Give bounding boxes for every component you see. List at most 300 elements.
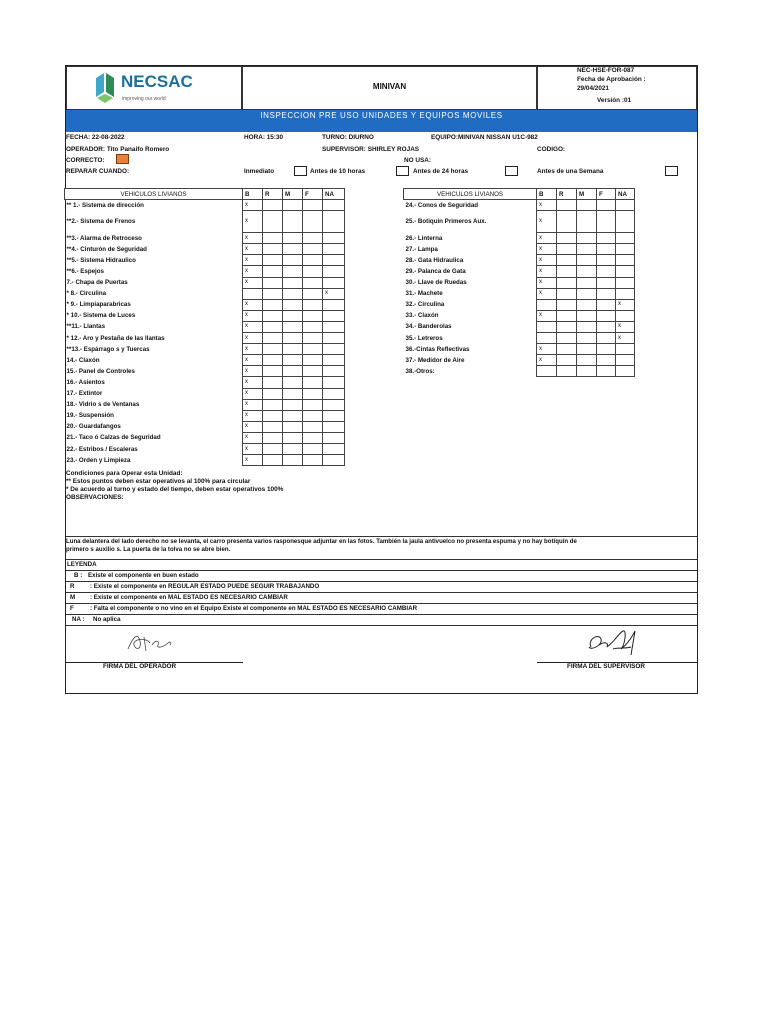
mark-b[interactable]: x — [537, 310, 557, 321]
mark-m[interactable] — [283, 455, 303, 466]
item-label: **6.- Espejos — [65, 266, 243, 277]
mark-b[interactable]: x — [537, 266, 557, 277]
legend-row — [66, 581, 697, 592]
mark-b[interactable]: x — [537, 277, 557, 288]
table-row — [65, 288, 345, 299]
mark-f[interactable] — [303, 377, 323, 388]
mark-b[interactable]: x — [243, 200, 263, 211]
table-row — [65, 299, 345, 310]
mark-b[interactable]: x — [243, 255, 263, 266]
right-col-m: M — [577, 189, 597, 200]
mark-b[interactable]: x — [537, 200, 557, 211]
mark-r[interactable] — [263, 432, 283, 443]
10h-checkbox[interactable] — [396, 166, 409, 176]
mark-f[interactable] — [597, 310, 616, 321]
mark-b[interactable]: x — [243, 355, 263, 366]
mark-f[interactable] — [303, 333, 323, 344]
item-label: 17.- Extintor — [65, 388, 243, 399]
table-row — [65, 344, 345, 355]
item-label: 26.- Linterna — [404, 233, 537, 244]
mark-b[interactable]: x — [243, 321, 263, 332]
legend-row — [66, 603, 697, 614]
mark-r[interactable] — [263, 288, 283, 299]
mark-r[interactable] — [263, 410, 283, 421]
mark-m[interactable] — [283, 200, 303, 211]
opt-inmediato: Inmediato — [244, 168, 275, 175]
mark-r[interactable] — [263, 366, 283, 377]
mark-f[interactable] — [303, 244, 323, 255]
mark-na[interactable]: x — [616, 321, 635, 332]
mark-m[interactable] — [577, 310, 597, 321]
equipo: EQUIPO:MINIVAN NISSAN U1C-982 — [431, 134, 538, 141]
mark-b[interactable] — [537, 333, 557, 344]
mark-r[interactable] — [263, 388, 283, 399]
mark-m[interactable] — [283, 233, 303, 244]
table-row — [65, 321, 345, 332]
table-row — [65, 310, 345, 321]
mark-b[interactable]: x — [243, 233, 263, 244]
semana-checkbox[interactable] — [665, 166, 678, 176]
mark-b[interactable]: x — [243, 399, 263, 410]
mark-f[interactable] — [597, 344, 616, 355]
mark-r[interactable] — [557, 277, 577, 288]
table-row — [404, 288, 635, 299]
legend-row — [66, 592, 697, 603]
mark-r[interactable] — [263, 310, 283, 321]
mark-b[interactable]: x — [243, 344, 263, 355]
mark-m[interactable] — [283, 421, 303, 432]
legend-text: : Falta el componente o no vino en el Equipo Existe el componente en MAL ESTADO ES NECESARIO CAMBIAR — [90, 605, 418, 612]
mark-m[interactable] — [283, 333, 303, 344]
mark-m[interactable] — [577, 200, 597, 211]
mark-r[interactable] — [557, 233, 577, 244]
mark-r[interactable] — [263, 344, 283, 355]
mark-r[interactable] — [557, 255, 577, 266]
mark-m[interactable] — [283, 321, 303, 332]
table-row — [404, 344, 635, 355]
mark-f[interactable] — [303, 388, 323, 399]
mark-r[interactable] — [263, 211, 283, 233]
table-row — [65, 333, 345, 344]
table-row — [404, 200, 635, 211]
item-label: 31.- Machete — [404, 288, 537, 299]
mark-na[interactable]: x — [323, 288, 345, 299]
mark-f[interactable] — [303, 399, 323, 410]
mark-na[interactable] — [616, 211, 635, 233]
mark-m[interactable] — [577, 266, 597, 277]
legend-code: B : — [74, 572, 83, 579]
mark-m[interactable] — [283, 388, 303, 399]
mark-r[interactable] — [557, 211, 577, 233]
mark-m[interactable] — [577, 233, 597, 244]
mark-m[interactable] — [283, 399, 303, 410]
mark-r[interactable] — [557, 288, 577, 299]
left-header-row — [65, 189, 345, 200]
mark-b[interactable]: x — [243, 310, 263, 321]
mark-f[interactable] — [597, 266, 616, 277]
mark-r[interactable] — [557, 333, 577, 344]
item-label: 21.- Taco ó Calzas de Seguridad — [65, 432, 243, 443]
mark-m[interactable] — [283, 366, 303, 377]
mark-r[interactable] — [263, 233, 283, 244]
mark-na[interactable] — [323, 333, 345, 344]
mark-r[interactable] — [263, 355, 283, 366]
mark-f[interactable] — [303, 310, 323, 321]
left-checklist-table — [64, 188, 345, 466]
item-label: 30.- Llave de Ruedas — [404, 277, 537, 288]
item-label: **3.- Alarma de Retroceso — [65, 233, 243, 244]
mark-r[interactable] — [263, 200, 283, 211]
mark-m[interactable] — [283, 277, 303, 288]
table-row — [65, 200, 345, 211]
mark-r[interactable] — [557, 200, 577, 211]
mark-r[interactable] — [557, 366, 577, 377]
reparar-label: REPARAR CUANDO: — [66, 168, 130, 175]
table-row — [65, 255, 345, 266]
mark-m[interactable] — [283, 288, 303, 299]
mark-f[interactable] — [303, 344, 323, 355]
mark-f[interactable] — [303, 366, 323, 377]
mark-f[interactable] — [597, 333, 616, 344]
mark-m[interactable] — [283, 344, 303, 355]
table-row — [404, 255, 635, 266]
mark-r[interactable] — [263, 277, 283, 288]
operator-signature-icon — [124, 631, 176, 655]
mark-r[interactable] — [557, 344, 577, 355]
table-row — [65, 388, 345, 399]
right-col-b: B — [537, 189, 557, 200]
legend-text: No aplica — [93, 616, 121, 623]
legend-code: M — [70, 594, 76, 601]
mark-b[interactable]: x — [243, 443, 263, 454]
table-row — [65, 421, 345, 432]
mark-f[interactable] — [303, 233, 323, 244]
mark-b[interactable]: x — [243, 266, 263, 277]
mark-m[interactable] — [283, 432, 303, 443]
correcto-checkbox[interactable] — [116, 154, 129, 164]
mark-r[interactable] — [263, 321, 283, 332]
item-label: 25.- Botiquin Primeros Aux. — [404, 211, 537, 233]
mark-na[interactable] — [323, 455, 345, 466]
item-label: 27.- Lampa — [404, 244, 537, 255]
mark-b[interactable] — [537, 299, 557, 310]
item-label: 34.- Banderolas — [404, 321, 537, 332]
mark-na[interactable] — [323, 344, 345, 355]
right-col-title: VEHICULOS LIVIANOS — [404, 189, 537, 200]
mark-f[interactable] — [303, 200, 323, 211]
mark-na[interactable] — [323, 266, 345, 277]
mark-m[interactable] — [283, 266, 303, 277]
conditions-line1: ** Estos puntos deben estar operativos al 100% para circular — [66, 478, 251, 485]
mark-f[interactable] — [303, 355, 323, 366]
supervisor-signature-label: FIRMA DEL SUPERVISOR — [567, 663, 646, 670]
mark-r[interactable] — [557, 266, 577, 277]
mark-b[interactable]: x — [243, 366, 263, 377]
mark-na[interactable] — [616, 277, 635, 288]
item-label: 16.- Asientos — [65, 377, 243, 388]
mark-na[interactable] — [616, 366, 635, 377]
mark-f[interactable] — [303, 288, 323, 299]
item-label: 24.- Conos de Seguridad — [404, 200, 537, 211]
table-row — [65, 443, 345, 454]
mark-f[interactable] — [303, 277, 323, 288]
mark-f[interactable] — [597, 244, 616, 255]
mark-b[interactable] — [537, 321, 557, 332]
mark-m[interactable] — [577, 333, 597, 344]
mark-na[interactable] — [323, 399, 345, 410]
supervisor-signature-icon — [585, 627, 641, 659]
page-title: MINIVAN — [372, 82, 407, 91]
mark-f[interactable] — [597, 233, 616, 244]
item-label: **5.- Sistema Hidraulico — [65, 255, 243, 266]
mark-b[interactable]: x — [243, 244, 263, 255]
mark-r[interactable] — [557, 299, 577, 310]
mark-b[interactable]: x — [243, 410, 263, 421]
inmediato-checkbox[interactable] — [294, 166, 307, 176]
observations-label: OBSERVACIONES: — [66, 494, 124, 501]
mark-b[interactable]: x — [537, 211, 557, 233]
observation-line1: Luna delantera del lado derecho no se levanta, el carro presenta varios rasponesque adjuntar en las fotos. También la jaula antivuelco no presenta espuma y no hay botiquín de — [66, 538, 577, 545]
mark-r[interactable] — [263, 377, 283, 388]
mark-b[interactable]: x — [537, 244, 557, 255]
right-col-r: R — [557, 189, 577, 200]
mark-f[interactable] — [597, 200, 616, 211]
legend-title-row — [66, 559, 697, 570]
mark-na[interactable] — [616, 355, 635, 366]
supervisor: SUPERVISOR: SHIRLEY ROJAS — [322, 146, 420, 153]
legend-bottom-line — [66, 625, 697, 626]
table-row — [65, 366, 345, 377]
left-col-m: M — [283, 189, 303, 200]
item-label: 19.- Suspensión — [65, 410, 243, 421]
item-label: 18.- Vidrio s de Ventanas — [65, 399, 243, 410]
mark-f[interactable] — [597, 211, 616, 233]
legend-text: : Existe el componente en REGULAR ESTADO PUEDE SEGUIR TRABAJANDO — [90, 583, 320, 590]
item-label: 35.- Letreros — [404, 333, 537, 344]
mark-m[interactable] — [283, 310, 303, 321]
mark-na[interactable] — [323, 443, 345, 454]
mark-m[interactable] — [577, 321, 597, 332]
conditions-title: Condiciones para Operar esta Unidad: — [66, 470, 183, 477]
mark-r[interactable] — [263, 255, 283, 266]
mark-na[interactable] — [323, 211, 345, 233]
mark-m[interactable] — [283, 299, 303, 310]
table-row — [65, 233, 345, 244]
legend-text: : Existe el componente en MAL ESTADO ES NECESARIO CAMBIAR — [90, 594, 288, 601]
item-label: * 8.- Circulina — [65, 288, 243, 299]
item-label: 14.- Claxón — [65, 355, 243, 366]
item-label: 22.- Estribos / Escaleras — [65, 443, 243, 454]
mark-b[interactable]: x — [243, 421, 263, 432]
right-header-row — [404, 189, 635, 200]
table-row — [404, 299, 635, 310]
mark-f[interactable] — [597, 321, 616, 332]
mark-b[interactable]: x — [243, 277, 263, 288]
mark-na[interactable] — [616, 200, 635, 211]
24h-checkbox[interactable] — [505, 166, 518, 176]
mark-na[interactable] — [323, 277, 345, 288]
mark-f[interactable] — [303, 443, 323, 454]
mark-m[interactable] — [577, 355, 597, 366]
right-checklist-table — [403, 188, 635, 377]
table-row — [65, 277, 345, 288]
item-label: * 12.- Aro y Pestaña de las llantas — [65, 333, 243, 344]
mark-m[interactable] — [577, 366, 597, 377]
mark-na[interactable] — [616, 244, 635, 255]
turno: TURNO: DIURNO — [322, 134, 374, 141]
table-row — [65, 410, 345, 421]
mark-na[interactable] — [323, 244, 345, 255]
mark-na[interactable] — [616, 266, 635, 277]
mark-m[interactable] — [283, 410, 303, 421]
mark-na[interactable] — [323, 410, 345, 421]
mark-na[interactable] — [323, 233, 345, 244]
mark-na[interactable] — [616, 310, 635, 321]
mark-r[interactable] — [557, 310, 577, 321]
mark-na[interactable] — [323, 355, 345, 366]
mark-m[interactable] — [577, 344, 597, 355]
mark-b[interactable]: x — [537, 233, 557, 244]
mark-b[interactable]: x — [537, 344, 557, 355]
mark-b[interactable]: x — [243, 211, 263, 233]
mark-m[interactable] — [577, 288, 597, 299]
item-label: **4.- Cinturón de Seguridad — [65, 244, 243, 255]
mark-na[interactable] — [323, 432, 345, 443]
mark-f[interactable] — [597, 366, 616, 377]
brand-name: NECSAC — [121, 72, 193, 91]
mark-f[interactable] — [597, 288, 616, 299]
item-label: **2.- Sistema de Frenos — [65, 211, 243, 233]
table-row — [404, 366, 635, 377]
left-col-b: B — [243, 189, 263, 200]
item-label: 38.-Otros: — [404, 366, 537, 377]
brand-tagline: improving our world — [122, 96, 166, 102]
mark-b[interactable]: x — [243, 455, 263, 466]
mark-f[interactable] — [303, 321, 323, 332]
mark-b[interactable]: x — [243, 299, 263, 310]
mark-na[interactable] — [323, 377, 345, 388]
mark-r[interactable] — [263, 244, 283, 255]
mark-m[interactable] — [283, 244, 303, 255]
mark-b[interactable]: x — [243, 333, 263, 344]
mark-r[interactable] — [263, 421, 283, 432]
mark-na[interactable] — [616, 288, 635, 299]
mark-r[interactable] — [263, 443, 283, 454]
item-label: **11.- Llantas — [65, 321, 243, 332]
mark-na[interactable]: x — [616, 333, 635, 344]
table-row — [65, 399, 345, 410]
mark-f[interactable] — [303, 299, 323, 310]
mark-f[interactable] — [597, 355, 616, 366]
mark-na[interactable] — [323, 255, 345, 266]
mark-f[interactable] — [303, 432, 323, 443]
mark-r[interactable] — [263, 299, 283, 310]
mark-b[interactable]: x — [243, 432, 263, 443]
item-label: 37.- Medidor de Aire — [404, 355, 537, 366]
operator-signature-label: FIRMA DEL OPERADOR — [103, 663, 177, 670]
mark-f[interactable] — [303, 421, 323, 432]
mark-b[interactable]: x — [243, 377, 263, 388]
mark-na[interactable] — [323, 321, 345, 332]
item-label: * 9.- Limpiaparabricas — [65, 299, 243, 310]
mark-m[interactable] — [577, 255, 597, 266]
table-row — [404, 244, 635, 255]
table-row — [65, 432, 345, 443]
mark-na[interactable] — [323, 310, 345, 321]
right-col-f: F — [597, 189, 616, 200]
left-col-title: VEHICULOS LIVIANOS — [65, 189, 243, 200]
mark-b[interactable]: x — [537, 355, 557, 366]
conditions-line2: * De acuerdo al turno y estado del tiempo, deben estar operativos 100% — [66, 486, 284, 493]
correcto-label: CORRECTO: — [66, 157, 105, 164]
mark-m[interactable] — [577, 299, 597, 310]
mark-r[interactable] — [263, 399, 283, 410]
mark-m[interactable] — [283, 443, 303, 454]
mark-f[interactable] — [597, 255, 616, 266]
mark-b[interactable] — [243, 288, 263, 299]
mark-na[interactable] — [323, 366, 345, 377]
mark-f[interactable] — [303, 455, 323, 466]
mark-f[interactable] — [303, 211, 323, 233]
mark-m[interactable] — [283, 355, 303, 366]
table-row — [404, 321, 635, 332]
mark-r[interactable] — [557, 355, 577, 366]
mark-b[interactable]: x — [243, 388, 263, 399]
table-row — [65, 455, 345, 466]
mark-r[interactable] — [557, 321, 577, 332]
mark-b[interactable] — [537, 366, 557, 377]
mark-na[interactable] — [323, 421, 345, 432]
mark-na[interactable] — [616, 255, 635, 266]
mark-na[interactable]: x — [616, 299, 635, 310]
mark-r[interactable] — [557, 244, 577, 255]
mark-f[interactable] — [597, 299, 616, 310]
doc-code: NEC-HSE-FOR-087 — [577, 67, 635, 74]
mark-m[interactable] — [577, 244, 597, 255]
legend-code: R — [70, 583, 75, 590]
mark-m[interactable] — [577, 211, 597, 233]
legend-row — [66, 570, 697, 581]
mark-na[interactable] — [323, 388, 345, 399]
mark-na[interactable] — [323, 200, 345, 211]
mark-na[interactable] — [323, 299, 345, 310]
mark-m[interactable] — [283, 211, 303, 233]
legend-title: LEYENDA — [67, 561, 97, 568]
necsac-logo-icon — [92, 70, 120, 106]
item-label: 15.- Panel de Controles — [65, 366, 243, 377]
mark-b[interactable]: x — [537, 255, 557, 266]
mark-r[interactable] — [263, 455, 283, 466]
mark-na[interactable] — [616, 344, 635, 355]
mark-m[interactable] — [283, 255, 303, 266]
table-row — [404, 211, 635, 233]
table-row — [404, 266, 635, 277]
mark-f[interactable] — [597, 277, 616, 288]
mark-m[interactable] — [577, 277, 597, 288]
mark-na[interactable] — [616, 233, 635, 244]
mark-b[interactable]: x — [537, 288, 557, 299]
mark-r[interactable] — [263, 333, 283, 344]
mark-f[interactable] — [303, 255, 323, 266]
mark-f[interactable] — [303, 410, 323, 421]
mark-r[interactable] — [263, 266, 283, 277]
mark-f[interactable] — [303, 266, 323, 277]
mark-m[interactable] — [283, 377, 303, 388]
left-col-r: R — [263, 189, 283, 200]
table-row — [404, 277, 635, 288]
fecha: FECHA: 22-08-2022 — [66, 134, 125, 141]
left-col-f: F — [303, 189, 323, 200]
